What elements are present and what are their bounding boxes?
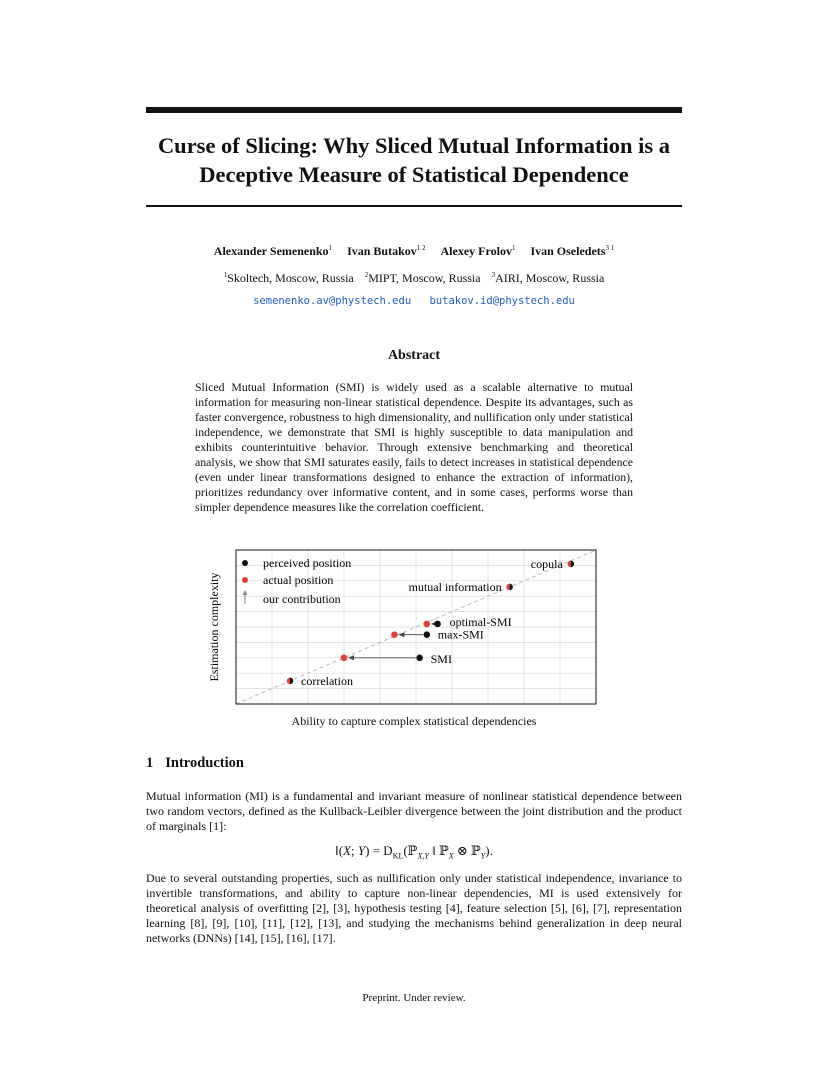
title-rule (146, 205, 682, 207)
email-link[interactable]: semenenko.av@phystech.edu (253, 295, 412, 307)
point-label: mutual information (408, 579, 502, 594)
point-label: max-SMI (437, 627, 484, 642)
point-perceived (424, 631, 431, 638)
affiliation-list (120, 271, 708, 286)
point-actual (287, 678, 290, 685)
legend-label: perceived position (263, 556, 352, 570)
paper-title: Curse of Slicing: Why Sliced Mutual Information is a Deceptive Measure of Statistical Dependence (157, 133, 671, 187)
shift-arrow-head (398, 632, 404, 637)
intro-paragraph-2: Due to several outstanding properties, such as nullification only under statistical independence, invariance to invertible transformations, and ability to capture non-linear dependencies, MI is used extensively for theoretical analysis of overfitting [2], [3], hypothesis testing [4], feature selection [5], [6], [7], representation learning [8], [9], [10], [11], [12], [13], and studying the mechanisms behind generalization in deep neural networks (DNNs) [14], [15], [16], [17]. (146, 871, 682, 945)
affiliation: $^1$Skoltech, Moscow, Russia (223, 271, 354, 285)
author: Alexey Frolov$^1$ (440, 244, 516, 258)
email-link[interactable]: butakov.id@phystech.edu (429, 295, 575, 307)
point-label: SMI (430, 651, 452, 666)
point-actual (391, 631, 398, 638)
abstract-text: Sliced Mutual Information (SMI) is widely used as a scalable alternative to mutual information for measuring non-linear statistical dependence. Despite its advantages, such as faster convergence, robustness to high dimensionality, and nullification only under statistical independence, we demonstrate that SMI is highly susceptible to data manipulation and exhibits counterintuitive behavior. Through extensive benchmarking and theoretical analysis, we show that SMI saturates easily, fails to detect increases in statistical dependence (even under linear transformations designed to enhance the extraction of information), prioritizes redundancy over informative content, and in some cases, performs worse than simpler dependence measures like the correlation coefficient. (195, 380, 633, 514)
point-perceived (416, 655, 423, 662)
legend-label: our contribution (263, 592, 341, 606)
point-label: optimal-SMI (449, 614, 512, 629)
legend-arrow-head (243, 590, 248, 595)
point-perceived (434, 621, 441, 628)
point-actual (341, 655, 348, 662)
point-actual (568, 561, 571, 568)
point-actual (506, 584, 509, 591)
point-label: correlation (301, 673, 353, 688)
legend-marker-actual (242, 577, 248, 583)
chart-ylabel: Estimation complexity (207, 572, 221, 682)
email-list (120, 295, 708, 307)
section-heading: 1 Introduction (146, 755, 244, 771)
legend-label: actual position (263, 573, 334, 587)
intro-paragraph-1: Mutual information (MI) is a fundamental and invariant measure of nonlinear statistical dependence between two random vectors, defined as the Kullback-Leibler divergence between the joint distribution and the product of marginals [1]: (146, 789, 682, 833)
author: Ivan Oseledets$^{3 1}$ (530, 244, 615, 258)
equation: I(X; $Y) = D_{KL}(ℙ_{X,Y}$ ‖ ℙ$_X$ ⊗ ℙ$_Y$). (335, 843, 493, 861)
author: Ivan Butakov$^{1 2}$ (347, 244, 426, 258)
top-rule (146, 107, 682, 113)
page-footer: Preprint. Under review. (362, 992, 466, 1004)
comparison-figure (0, 546, 828, 706)
point-label: copula (530, 556, 563, 571)
affiliation: $^2$MIPT, Moscow, Russia (364, 271, 481, 285)
point-actual (424, 621, 431, 628)
affiliation: $^3$AIRI, Moscow, Russia (491, 271, 605, 285)
author-list (120, 244, 708, 259)
legend-marker-perceived (242, 560, 248, 566)
point-perceived (510, 584, 513, 591)
author: Alexander Semenenko$^1$ (213, 244, 333, 258)
point-perceived (571, 561, 574, 568)
figure-caption: Ability to capture complex statistical dependencies (291, 714, 537, 728)
abstract-heading: Abstract (387, 348, 441, 363)
point-perceived (290, 678, 293, 685)
